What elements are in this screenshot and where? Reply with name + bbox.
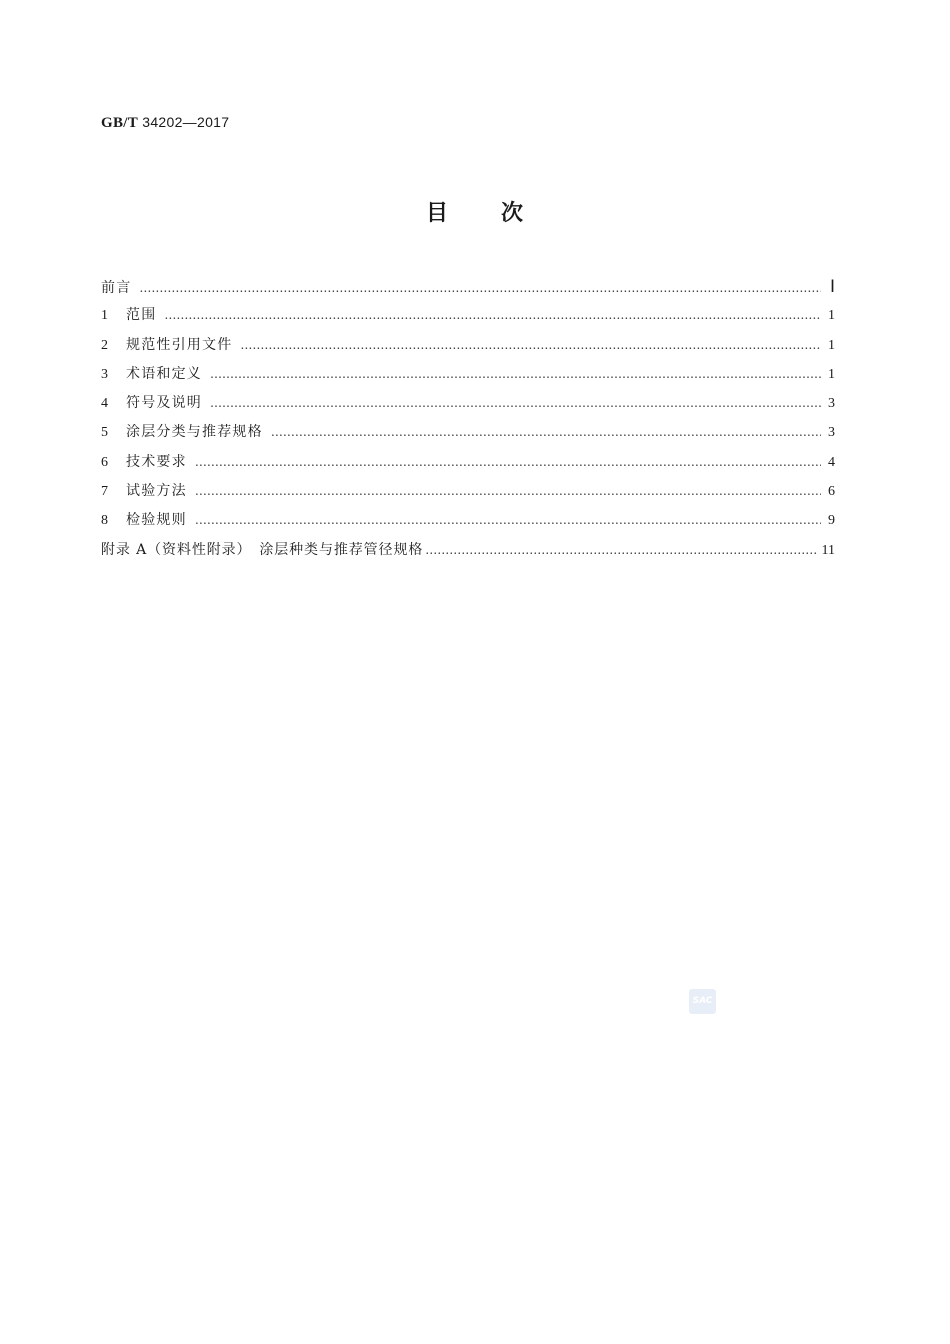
toc-entry-page: 3 (828, 425, 835, 441)
toc-entry-number: 5 (101, 425, 108, 441)
toc-entry-page: 4 (828, 454, 835, 470)
toc-entry-4[interactable] (101, 389, 835, 418)
toc-entry-5[interactable] (101, 418, 835, 447)
toc-entry-appendix-a[interactable] (101, 536, 835, 565)
toc-entry-number: 4 (101, 396, 108, 412)
title-char-1: 目 (425, 201, 449, 226)
toc-entry-label: 涂层分类与推荐规格 (126, 424, 263, 441)
standard-code (101, 114, 229, 132)
toc-entry-2[interactable] (101, 331, 835, 360)
toc-entry-label: 检验规则 (126, 512, 187, 529)
page-title (0, 196, 950, 227)
toc-entry-page: 6 (828, 484, 835, 500)
toc-entry-1[interactable] (101, 301, 835, 330)
toc-entry-label: 范围 (126, 307, 157, 324)
standard-number: 34202—2017 (142, 114, 230, 130)
toc-entry-6[interactable] (101, 448, 835, 477)
toc-entry-page: 3 (828, 396, 835, 412)
sac-watermark-logo: SAC (689, 989, 716, 1014)
toc-entry-page: 9 (828, 513, 835, 529)
toc-entry-8[interactable] (101, 506, 835, 535)
toc-leader-dots (195, 506, 821, 535)
toc-entry-page: 11 (821, 542, 835, 558)
toc-entry-label: 符号及说明 (126, 395, 202, 412)
toc-leader-dots (195, 477, 821, 506)
toc-entry-number: 3 (101, 366, 108, 382)
toc-entry-label: 规范性引用文件 (126, 336, 233, 353)
toc-leader-dots (425, 536, 815, 565)
toc-entry-7[interactable] (101, 477, 835, 506)
toc-entry-number: 1 (101, 308, 108, 324)
toc-leader-dots (139, 274, 821, 303)
toc-leader-dots (240, 331, 821, 360)
toc-entry-number: 8 (101, 513, 108, 529)
title-char-2: 次 (501, 201, 525, 226)
toc-entry-page: Ⅰ (829, 277, 835, 296)
toc-entry-label: 术语和定义 (126, 365, 202, 382)
toc-entry-number: 2 (101, 337, 108, 353)
toc-entry-page: 1 (828, 366, 835, 382)
toc-entry-number: 6 (101, 454, 108, 470)
toc-leader-dots (271, 418, 821, 447)
toc-entry-label: 试验方法 (126, 483, 187, 500)
toc-entry-label: 前言 (101, 280, 132, 296)
toc-entry-label: 技术要求 (126, 453, 187, 470)
toc-entry-number: 7 (101, 484, 108, 500)
toc-entry-3[interactable] (101, 360, 835, 389)
toc-leader-dots (195, 448, 821, 477)
toc-leader-dots (210, 389, 821, 418)
toc-entry-foreword[interactable] (101, 272, 835, 301)
standard-prefix: GB/T (101, 115, 139, 131)
toc-leader-dots (210, 360, 821, 389)
toc-entry-page: 1 (828, 337, 835, 353)
table-of-contents (101, 272, 835, 565)
toc-leader-dots (164, 301, 821, 330)
toc-entry-page: 1 (828, 308, 835, 324)
toc-entry-label: 附录 A（资料性附录） 涂层种类与推荐管径规格 (101, 541, 424, 558)
